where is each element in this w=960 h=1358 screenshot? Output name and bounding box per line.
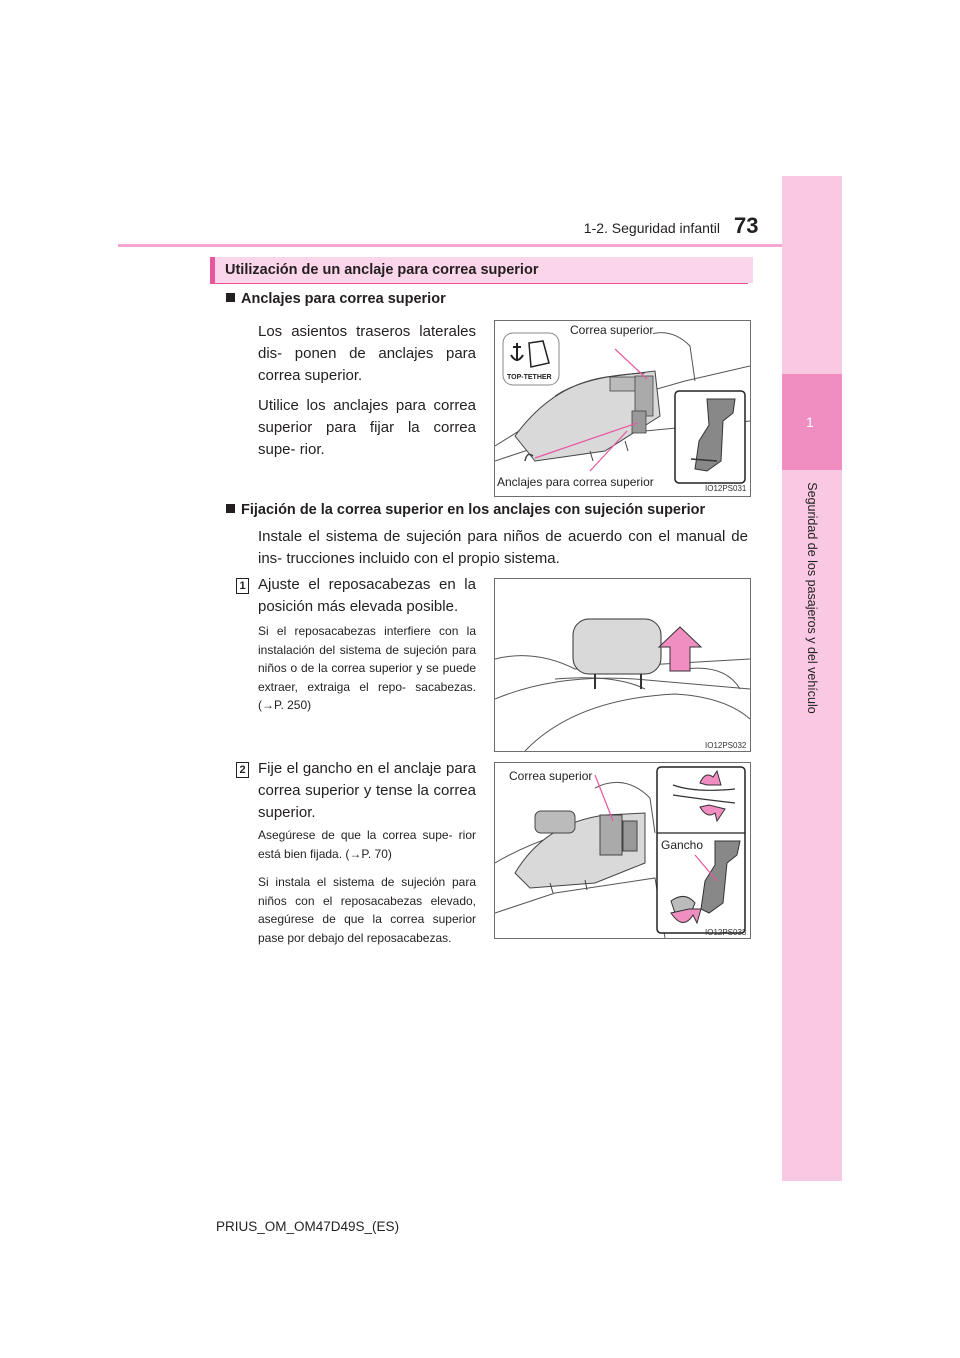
step-number-1: 1 xyxy=(236,578,249,594)
arrow-up-icon xyxy=(659,627,701,671)
svg-text:TOP-TETHER: TOP-TETHER xyxy=(507,374,552,381)
figure-anchors xyxy=(494,320,751,497)
section-bar-rule xyxy=(210,283,748,284)
label-top-strap: Correa superior xyxy=(570,323,654,337)
section-title: 1-2. Seguridad infantil xyxy=(583,220,720,236)
step-2-note-2: Si instala el sistema de sujeción para niños con el reposacabezas elevado, asegúrese de que la correa superior pase por debajo del reposacabezas. xyxy=(258,875,476,945)
figure-headrest xyxy=(494,578,751,752)
step-number-2: 2 xyxy=(236,762,249,778)
step-1-note: Si el reposacabezas interfiere con la instalación del sistema de sujeción para niños o de la correa superior y se puede extraer, extraiga el repo- sacabezas. (→P. 250) xyxy=(258,624,476,712)
paragraph-use-anchors: Utilice los anclajes para correa superior para fijar la correa supe- rior. xyxy=(258,397,476,458)
square-bullet-icon xyxy=(226,504,235,513)
square-bullet-icon xyxy=(226,293,235,302)
footer-doc-id: PRIUS_OM_OM47D49S_(ES) xyxy=(216,1219,400,1234)
chapter-title: Seguridad de los pasajeros y del vehículo xyxy=(805,482,819,714)
label-hook: Gancho xyxy=(661,838,704,852)
paragraph-anchors: Los asientos traseros laterales dis- ponen de anclajes para correa superior. xyxy=(258,323,476,384)
header-rule xyxy=(118,244,782,247)
label-top-strap: Correa superior xyxy=(509,769,593,783)
step-1-text: Ajuste el reposacabezas en la posición más elevada posible. xyxy=(258,576,476,615)
figure-code: IO12PS031 xyxy=(705,484,747,493)
subheading-anchors: Anclajes para correa superior xyxy=(226,291,446,307)
headrest-illustration xyxy=(495,579,750,751)
figure-code: IO12PS033 xyxy=(705,928,747,937)
section-heading: Utilización de un anclaje para correa superior xyxy=(225,262,539,278)
hook-illustration xyxy=(495,763,750,938)
intro-paragraph: Instale el sistema de sujeción para niños de acuerdo con el manual de ins- trucciones incluido con el propio sistema. xyxy=(258,528,748,567)
subheading-fix-strap: Fijación de la correa superior en los anclajes con sujeción superior xyxy=(226,502,705,518)
chapter-number: 1 xyxy=(806,414,814,430)
label-anchors: Anclajes para correa superior xyxy=(497,475,654,489)
figure-hook xyxy=(494,762,751,939)
step-2-note-1: Asegúrese de que la correa supe- rior está bien fijada. (→P. 70) xyxy=(258,828,476,861)
figure-code: IO12PS032 xyxy=(705,741,747,750)
page-number: 73 xyxy=(734,213,759,238)
step-2-text: Fije el gancho en el anclaje para correa superior y tense la correa superior. xyxy=(258,760,476,821)
anchors-illustration xyxy=(495,321,750,496)
